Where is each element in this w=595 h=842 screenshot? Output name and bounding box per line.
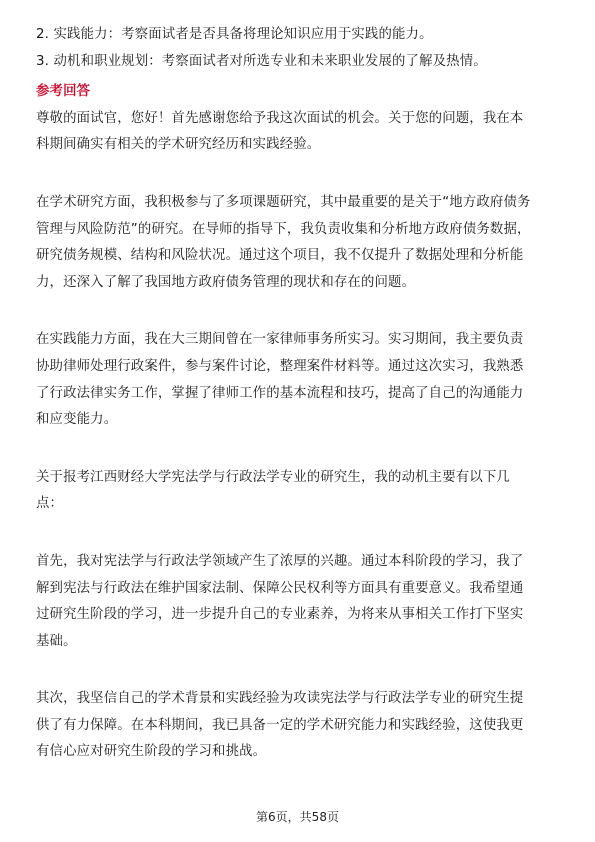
paragraph <box>36 549 561 655</box>
criteria-item: 3. 动机和职业规划：考察面试者对所选专业和未来职业发展的了解及热情。 <box>36 53 487 69</box>
paragraph-line: 有信心应对研究生阶段的学习和挑战。 <box>36 744 267 760</box>
paragraph-line: 点： <box>36 496 64 512</box>
paragraph-line: 尊敬的面试官，您好！首先感谢您给予我这次面试的机会。关于您的问题，我在本 <box>36 110 524 126</box>
paragraph-line: 过研究生阶段的学习，进一步提升自己的专业素养，为将来从事相关工作打下坚实 <box>36 607 524 623</box>
paragraph-line: 解到宪法与行政法在维护国家法制、保障公民权利等方面具有重要意义。我希望通 <box>36 580 524 596</box>
paragraph-line: 在实践能力方面，我在大三期间曾在一家律师事务所实习。实习期间，我主要负责 <box>36 332 524 348</box>
paragraph <box>36 106 561 159</box>
paragraph-line: 力，还深入了解了我国地方政府债务管理的现状和存在的问题。 <box>36 274 416 290</box>
paragraph <box>36 686 561 766</box>
paragraph-line: 管理与风险防范”的研究。在导师的指导下，我负责收集和分析地方政府债务数据， <box>36 221 531 237</box>
paragraph <box>36 327 561 433</box>
paragraph-line: 基础。 <box>36 633 77 649</box>
criteria-item: 2. 实践能力：考察面试者是否具备将理论知识应用于实践的能力。 <box>36 27 433 42</box>
paragraph-line: 了行政法律实务工作，掌握了律师工作的基本流程和技巧，提高了自己的沟通能力 <box>36 385 524 401</box>
paragraph-line: 供了有力保障。在本科期间，我已具备一定的学术研究能力和实践经验，这使我更 <box>36 717 524 733</box>
page-number-footer: 第6页，共58页 <box>256 810 339 824</box>
answer-heading: 参考回答 <box>36 84 91 100</box>
paragraph-line: 协助律师处理行政案件，参与案件讨论，整理案件材料等。通过这次实习，我熟悉 <box>36 358 524 374</box>
paragraph-line: 在学术研究方面，我积极参与了多项课题研究，其中最重要的是关于“地方政府债务 <box>36 194 531 210</box>
criteria-list <box>36 22 561 75</box>
paragraph-line: 科期间确实有相关的学术研究经历和实践经验。 <box>36 137 321 153</box>
paragraph-line: 其次，我坚信自己的学术背景和实践经验为攻读宪法学与行政法学专业的研究生提 <box>36 691 524 707</box>
paragraph <box>36 465 561 518</box>
paragraph-line: 和应变能力。 <box>36 412 118 428</box>
paragraph-line: 首先，我对宪法学与行政法学领域产生了浓厚的兴趣。通过本科阶段的学习，我了 <box>36 553 524 569</box>
page-content <box>36 22 561 766</box>
paragraph-line: 研究债务规模、结构和风险状况。通过这个项目，我不仅提升了数据处理和分析能 <box>36 248 524 264</box>
paragraph <box>36 190 561 296</box>
paragraph-line: 关于报考江西财经大学宪法学与行政法学专业的研究生，我的动机主要有以下几 <box>36 469 510 485</box>
